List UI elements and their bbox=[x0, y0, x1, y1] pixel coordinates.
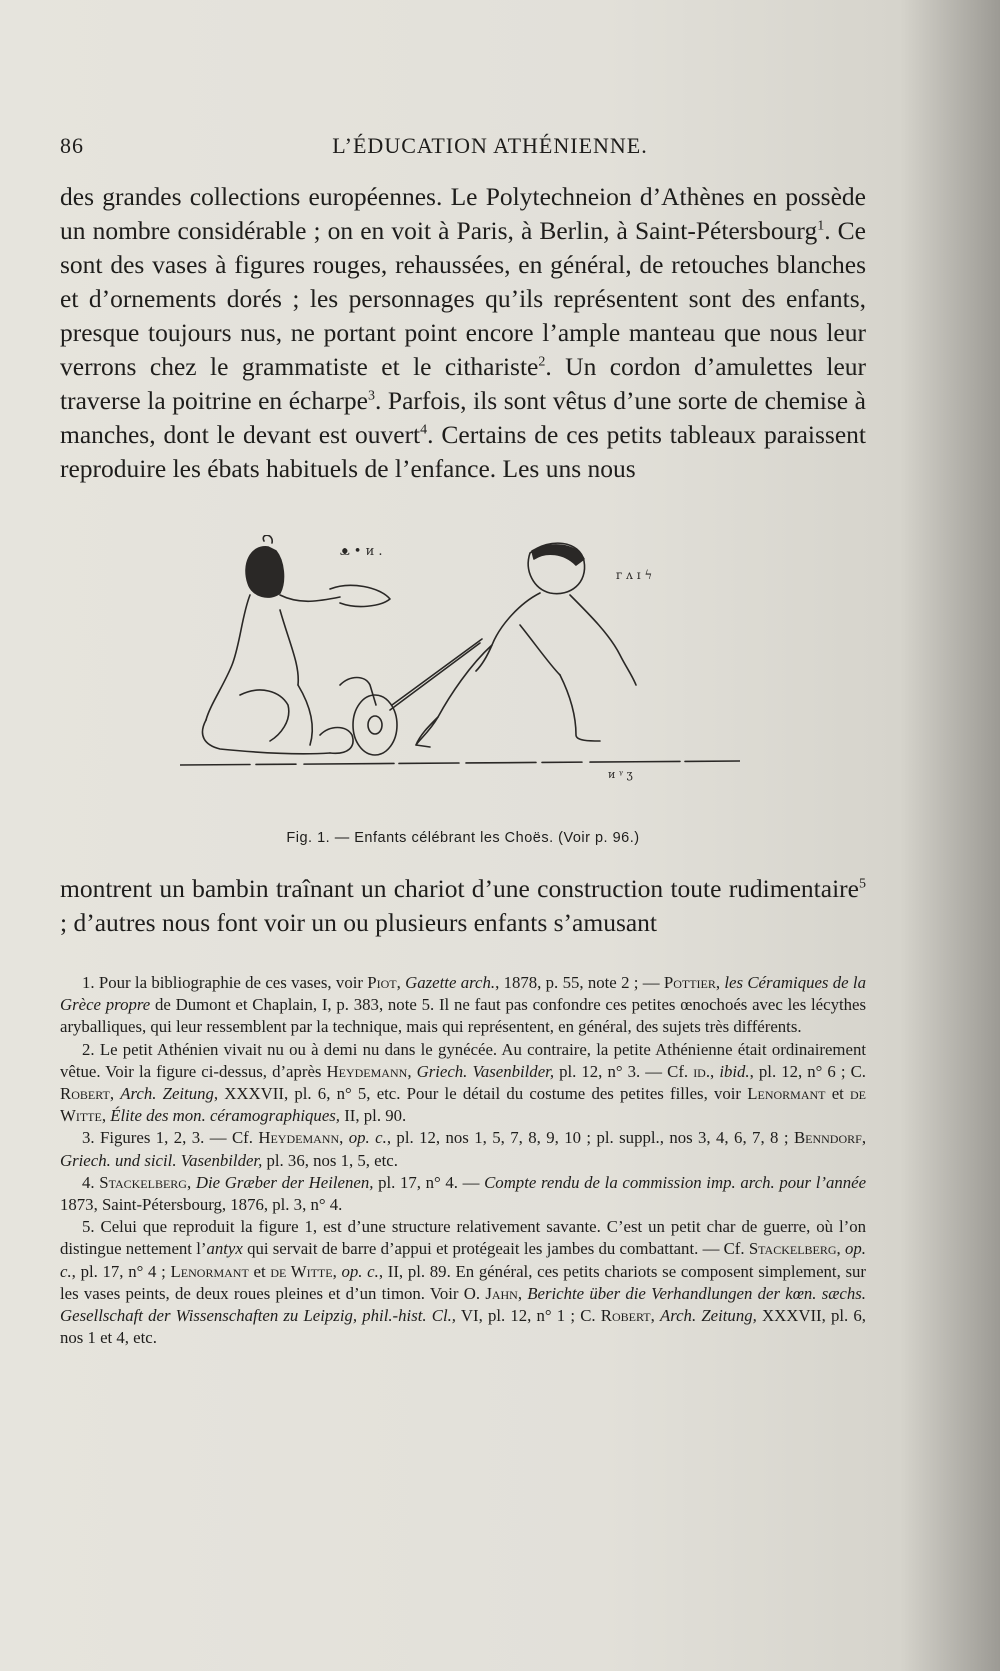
paragraph-2 bbox=[60, 872, 866, 940]
note-text: 1873, Saint-Pétersbourg, 1876, pl. 3, n° 4. bbox=[60, 1195, 343, 1215]
author-name: Stackelberg bbox=[748, 1239, 837, 1259]
note-text: , pl. 17, n° 4 ; bbox=[71, 1261, 171, 1281]
note-text: , bbox=[339, 1128, 349, 1148]
text-run: . Certains de ces petits tableaux paraissent reproduire les ébats habituels de l’enfance. Les uns nous bbox=[60, 420, 866, 483]
author-name: Benndorf bbox=[793, 1128, 862, 1148]
note-text: , XXXVII, pl. 6, n° 5, etc. Pour le détail du costume des petites filles, voir bbox=[213, 1084, 748, 1104]
note-text: 4. bbox=[82, 1172, 100, 1192]
footnote-5 bbox=[60, 1216, 866, 1349]
work-title: op. c. bbox=[60, 1239, 866, 1281]
work-title: Gazette arch. bbox=[405, 973, 496, 992]
figure-caption: Fig. 1. — Enfants célébrant les Choës. (Voir p. 96.) bbox=[286, 830, 640, 846]
note-text: et bbox=[825, 1084, 851, 1104]
footnote-ref-5[interactable]: 5 bbox=[858, 876, 866, 892]
note-text: de Dumont et Chaplain, I, p. 383, note 5. Il ne faut pas confondre ces petites œnochoés avec les lécythes aryballiques, qui leur ressemblent par la technique, mais qui représentent, en général, des sujets très différents. bbox=[60, 995, 867, 1037]
inscription-left: ᴥ • ᴎ . bbox=[340, 544, 383, 559]
note-text: , bbox=[861, 1128, 867, 1148]
footnote-4 bbox=[60, 1172, 866, 1216]
text-run: ; d’autres nous font voir un ou plusieurs enfants s’amusant bbox=[60, 908, 658, 937]
text-run: montrent un bambin traînant un chariot d’une construction toute rudimentaire bbox=[60, 874, 859, 903]
work-title: op. c. bbox=[348, 1128, 387, 1148]
author-name: Lenormant bbox=[747, 1084, 826, 1104]
running-title: L’ÉDUCATION ATHÉNIENNE. bbox=[332, 133, 648, 158]
note-text: pl. 12, n° 3. — Cf. bbox=[554, 1061, 694, 1081]
work-title: les Céramiques de la Grèce propre bbox=[60, 973, 866, 1015]
note-text: , bbox=[109, 1084, 121, 1104]
footnote-3 bbox=[60, 1127, 866, 1171]
note-text: XXXVII, pl. 6, nos 1 et 4, etc. bbox=[60, 1306, 866, 1348]
note-text: , bbox=[710, 1061, 720, 1081]
footnote-ref-4[interactable]: 4 bbox=[420, 422, 428, 438]
note-text: , pl. 12, nos 1, 5, 7, 8, 9, 10 ; pl. suppl., nos 3, 4, 6, 7, 8 ; bbox=[386, 1128, 794, 1148]
author-name: Heydemann bbox=[326, 1061, 408, 1081]
page-number: 86 bbox=[60, 133, 84, 158]
author-name: Pottier bbox=[663, 973, 716, 992]
author-name: Piot bbox=[367, 973, 397, 992]
vase-drawing bbox=[180, 535, 740, 825]
note-text: 3. Figures 1, 2, 3. — Cf. bbox=[82, 1128, 259, 1148]
author-name: Heydemann bbox=[258, 1128, 340, 1148]
note-text: , bbox=[186, 1172, 196, 1192]
author-name: Robert bbox=[60, 1084, 110, 1104]
work-title: Compte rendu de la commission imp. arch. pour l’année bbox=[484, 1172, 867, 1192]
note-text: , bbox=[836, 1239, 846, 1259]
author-name: de Witte bbox=[270, 1261, 333, 1281]
work-title: Arch. Zeitung, bbox=[659, 1306, 757, 1326]
note-text: qui servait de barre d’appui et protégeait les jambes du combattant. — Cf. bbox=[242, 1239, 749, 1259]
footnotes bbox=[60, 972, 866, 1349]
author-name: Lenormant bbox=[170, 1261, 249, 1281]
work-title: Arch. Zeitung bbox=[120, 1084, 214, 1104]
author-name: id. bbox=[693, 1061, 711, 1081]
note-text: , bbox=[407, 1061, 417, 1081]
author-name: Robert bbox=[600, 1306, 651, 1326]
note-text: VI, pl. 12, n° 1 ; C. bbox=[456, 1306, 601, 1326]
term: antyx bbox=[206, 1239, 243, 1259]
note-text: 5. Celui que reproduit la figure 1, est d’une structure relativement savante. C’est un petit char de guerre, où l’on distingue nettement l’ bbox=[60, 1217, 866, 1259]
note-text: , 1878, p. 55, note 2 ; — bbox=[495, 973, 664, 992]
work-title: Griech. Vasenbilder, bbox=[416, 1061, 555, 1081]
author-name: de Witte bbox=[60, 1084, 867, 1126]
footnote-ref-3[interactable]: 3 bbox=[367, 388, 375, 404]
text-run: des grandes collections européennes. Le Polytechneion d’Athènes en possède un nombre considérable ; on en voit à Paris, à Berlin, à Saint-Pétersbourg bbox=[60, 182, 866, 245]
note-text: 2. Le petit Athénien vivait nu ou à demi nu dans le gynécée. Au contraire, la petite Athénienne était ordinairement vêtue. Voir la figure ci-dessus, d’après bbox=[60, 1039, 866, 1081]
footnote-1 bbox=[60, 972, 866, 1039]
note-text: 1. Pour la bibliographie de ces vases, voir bbox=[82, 973, 368, 992]
note-text: pl. 36, nos 1, 5, etc. bbox=[262, 1150, 398, 1170]
inscription-bottom: ᴎ ᵞ ʒ bbox=[608, 768, 633, 781]
work-title: op. c. bbox=[341, 1261, 379, 1281]
text-run: . Parfois, ils sont vêtus d’une sorte de chemise à manches, dont le devant est ouvert bbox=[60, 386, 867, 449]
footnote-ref-2[interactable]: 2 bbox=[538, 354, 546, 370]
note-text: , bbox=[396, 973, 406, 992]
footnote-2 bbox=[60, 1039, 866, 1128]
note-text: pl. 17, n° 4. — bbox=[373, 1172, 485, 1192]
note-text: , bbox=[332, 1261, 342, 1281]
work-title: Griech. und sicil. Vasenbilder, bbox=[60, 1150, 263, 1170]
page-header bbox=[60, 133, 920, 163]
note-text: , bbox=[715, 973, 725, 992]
inscription-right: ᴦ ᴧ ɪ ϟ bbox=[616, 568, 653, 582]
work-title: ibid. bbox=[719, 1061, 750, 1081]
note-text: , bbox=[517, 1283, 528, 1303]
note-text: , bbox=[101, 1106, 111, 1126]
footnote-ref-1[interactable]: 1 bbox=[817, 218, 825, 234]
work-title: Élite des mon. céramographiques, bbox=[110, 1106, 340, 1126]
work-title: Die Græber der Heilenen, bbox=[195, 1172, 374, 1192]
note-text: , II, pl. 89. En général, ces petits chariots se composent simplement, sur les vases peints, de deux roues pleines et d’un timon. Voir O. bbox=[60, 1261, 867, 1303]
text-run: . Un cordon d’amulettes leur traverse la poitrine en écharpe bbox=[60, 352, 866, 415]
note-text: , pl. 12, n° 6 ; C. bbox=[749, 1061, 867, 1081]
work-title: Berichte über die Verhandlungen der kœn. sæchs. Gesellschaft der Wissenschaften zu Leipzig, phil.-hist. Cl., bbox=[60, 1283, 866, 1326]
figure-1-illustration bbox=[180, 535, 740, 835]
note-text: II, pl. 90. bbox=[340, 1106, 407, 1126]
author-name: Stackelberg bbox=[99, 1172, 187, 1192]
note-text: et bbox=[248, 1261, 271, 1281]
author-name: Jahn bbox=[485, 1283, 518, 1303]
note-text: , bbox=[650, 1306, 660, 1326]
paragraph-1 bbox=[60, 180, 866, 486]
text-run: . Ce sont des vases à figures rouges, rehaussées, en général, de retouches blanches et d’ornements dorés ; les personnages qu’ils représentent sont des enfants, presque toujours nus, ne portant point encore l’ample manteau que nous leur verrons chez le grammatiste et le cithariste bbox=[60, 216, 866, 381]
